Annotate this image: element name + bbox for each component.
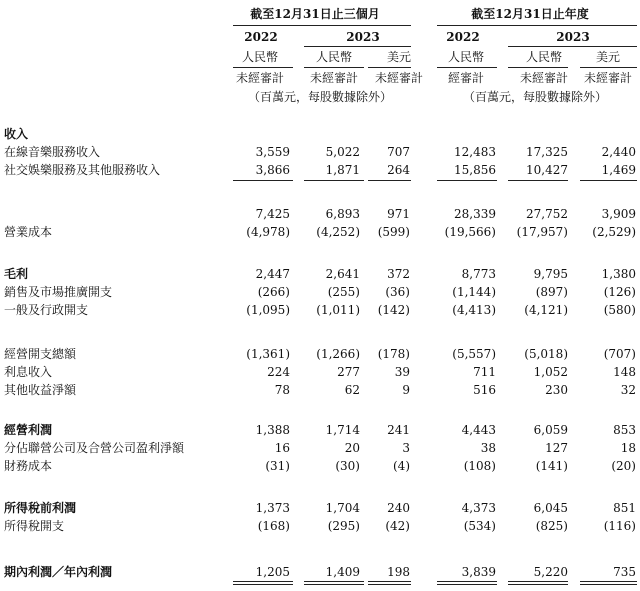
cell-value: (4,413) [452, 303, 496, 317]
cell-value: 198 [387, 565, 410, 579]
cell-value: (825) [535, 519, 568, 533]
cell-value: (116) [603, 519, 636, 533]
cell-value: (5,557) [452, 347, 496, 361]
cell-value: 5,220 [533, 565, 568, 579]
cell-value: (707) [603, 347, 636, 361]
header-rule [368, 67, 411, 68]
cell-value: (4,252) [316, 225, 360, 239]
cell-value: (19,566) [444, 225, 496, 239]
total-rule [368, 581, 411, 585]
cell-value: (897) [535, 285, 568, 299]
currency-label: 人民幣 [447, 50, 484, 64]
cell-value: (599) [377, 225, 410, 239]
row-label: 一般及行政開支 [4, 303, 89, 317]
cell-value: 4,443 [461, 423, 496, 437]
cell-value: 6,059 [533, 423, 568, 437]
currency-label: 美元 [386, 50, 411, 64]
row-label: 收入 [4, 127, 29, 141]
row-label: 所得稅前利潤 [4, 501, 77, 515]
header-rule [304, 67, 364, 68]
total-rule [304, 180, 364, 181]
cell-value: 27,752 [526, 207, 568, 221]
cell-value: 1,205 [255, 565, 290, 579]
cell-value: 711 [473, 365, 496, 379]
header-rule [437, 67, 497, 68]
cell-value: 2,440 [601, 145, 636, 159]
cell-value: (4,121) [524, 303, 568, 317]
cell-value: (141) [535, 459, 568, 473]
cell-value: 372 [387, 267, 410, 281]
header-rule [233, 25, 411, 26]
row-label: 經營利潤 [4, 423, 53, 437]
row-label: 所得稅開支 [4, 519, 65, 533]
cell-value: (1,095) [246, 303, 290, 317]
cell-value: 12,483 [454, 145, 496, 159]
cell-value: (168) [257, 519, 290, 533]
cell-value: 1,704 [325, 501, 360, 515]
cell-value: (295) [327, 519, 360, 533]
total-rule [508, 581, 568, 585]
cell-value: (4,978) [246, 225, 290, 239]
cell-value: (266) [257, 285, 290, 299]
row-label: 社交娛樂服務及其他服務收入 [4, 163, 161, 177]
audit-status: 經審計 [447, 71, 484, 85]
cell-value: (36) [385, 285, 410, 299]
cell-value: 2,641 [325, 267, 360, 281]
total-rule [233, 581, 293, 585]
y-year-2022: 2022 [446, 30, 480, 44]
cell-value: (534) [463, 519, 496, 533]
cell-value: 1,714 [325, 423, 360, 437]
unit-note: （百萬元，每股數據除外） [462, 90, 607, 104]
cell-value: 707 [387, 145, 410, 159]
cell-value: 5,022 [325, 145, 360, 159]
header-rule [437, 25, 637, 26]
cell-value: 148 [613, 365, 636, 379]
cell-value: 3,839 [461, 565, 496, 579]
audit-status: 未經審計 [309, 71, 358, 85]
row-label: 銷售及市場推廣開支 [4, 285, 113, 299]
cell-value: 32 [620, 383, 636, 397]
row-label: 期內利潤／年內利潤 [4, 565, 113, 579]
cell-value: 3,909 [601, 207, 636, 221]
audit-status: 未經審計 [235, 71, 284, 85]
cell-value: 241 [387, 423, 410, 437]
three-months-title: 截至12月31日止三個月 [250, 7, 380, 21]
cell-value: 10,427 [526, 163, 568, 177]
cell-value: 7,425 [255, 207, 290, 221]
currency-label: 人民幣 [315, 50, 352, 64]
cell-value: (126) [603, 285, 636, 299]
header-rule [233, 67, 293, 68]
total-rule [233, 180, 293, 181]
cell-value: 853 [613, 423, 636, 437]
cell-value: (20) [611, 459, 636, 473]
cell-value: (1,266) [316, 347, 360, 361]
unit-note: （百萬元，每股數據除外） [247, 90, 392, 104]
currency-label: 人民幣 [241, 50, 278, 64]
cell-value: (2,529) [592, 225, 636, 239]
row-label: 營業成本 [4, 225, 53, 239]
cell-value: 2,447 [255, 267, 290, 281]
cell-value: 1,388 [255, 423, 290, 437]
cell-value: (5,018) [524, 347, 568, 361]
cell-value: (1,144) [452, 285, 496, 299]
cell-value: 20 [344, 441, 360, 455]
total-rule [580, 581, 637, 585]
header-rule [304, 46, 411, 47]
cell-value: 15,856 [454, 163, 496, 177]
cell-value: 1,409 [325, 565, 360, 579]
cell-value: (255) [327, 285, 360, 299]
y-year-2023: 2023 [556, 30, 590, 44]
total-rule [304, 581, 364, 585]
cell-value: 971 [387, 207, 410, 221]
cell-value: (1,011) [316, 303, 360, 317]
audit-status: 未經審計 [583, 71, 632, 85]
cell-value: (580) [603, 303, 636, 317]
cell-value: 127 [545, 441, 568, 455]
cell-value: (1,361) [246, 347, 290, 361]
cell-value: (17,957) [516, 225, 568, 239]
row-label: 分佔聯營公司及合營公司盈利淨額 [4, 441, 185, 455]
cell-value: (30) [335, 459, 360, 473]
cell-value: (142) [377, 303, 410, 317]
cell-value: 4,373 [461, 501, 496, 515]
row-label: 毛利 [4, 267, 29, 281]
total-rule [508, 180, 568, 181]
cell-value: 1,380 [601, 267, 636, 281]
cell-value: 264 [387, 163, 410, 177]
cell-value: 28,339 [454, 207, 496, 221]
cell-value: (31) [265, 459, 290, 473]
cell-value: 18 [620, 441, 636, 455]
cell-value: 735 [613, 565, 636, 579]
cell-value: 3 [402, 441, 410, 455]
cell-value: 38 [480, 441, 496, 455]
row-label: 經營開支總額 [4, 347, 77, 361]
cell-value: 16 [274, 441, 290, 455]
q-year-2022: 2022 [244, 30, 278, 44]
cell-value: 1,469 [601, 163, 636, 177]
cell-value: 17,325 [526, 145, 568, 159]
cell-value: 516 [473, 383, 496, 397]
cell-value: 3,559 [255, 145, 290, 159]
row-label: 利息收入 [4, 365, 53, 379]
audit-status: 未經審計 [519, 71, 568, 85]
total-rule [368, 180, 411, 181]
cell-value: 62 [344, 383, 360, 397]
q-year-2023: 2023 [346, 30, 380, 44]
total-rule [437, 581, 497, 585]
cell-value: 1,871 [325, 163, 360, 177]
cell-value: 230 [545, 383, 568, 397]
cell-value: (4) [393, 459, 410, 473]
row-label: 在線音樂服務收入 [4, 145, 101, 159]
cell-value: 78 [274, 383, 290, 397]
cell-value: 851 [613, 501, 636, 515]
row-label: 其他收益淨額 [4, 383, 77, 397]
header-rule [580, 67, 637, 68]
header-rule [508, 67, 568, 68]
cell-value: 9,795 [533, 267, 568, 281]
total-rule [437, 180, 497, 181]
currency-label: 人民幣 [525, 50, 562, 64]
cell-value: 6,893 [325, 207, 360, 221]
cell-value: 224 [267, 365, 290, 379]
cell-value: 1,373 [255, 501, 290, 515]
cell-value: 6,045 [533, 501, 568, 515]
cell-value: (42) [385, 519, 410, 533]
cell-value: 3,866 [255, 163, 290, 177]
full-year-title: 截至12月31日止年度 [471, 7, 589, 21]
cell-value: 39 [394, 365, 410, 379]
cell-value: (108) [463, 459, 496, 473]
cell-value: 1,052 [533, 365, 568, 379]
row-label: 財務成本 [4, 459, 53, 473]
cell-value: 277 [337, 365, 360, 379]
total-rule [580, 180, 637, 181]
cell-value: 8,773 [461, 267, 496, 281]
cell-value: 9 [402, 383, 410, 397]
audit-status: 未經審計 [374, 71, 423, 85]
cell-value: 240 [387, 501, 410, 515]
currency-label: 美元 [595, 50, 620, 64]
header-rule [508, 46, 637, 47]
cell-value: (178) [377, 347, 410, 361]
